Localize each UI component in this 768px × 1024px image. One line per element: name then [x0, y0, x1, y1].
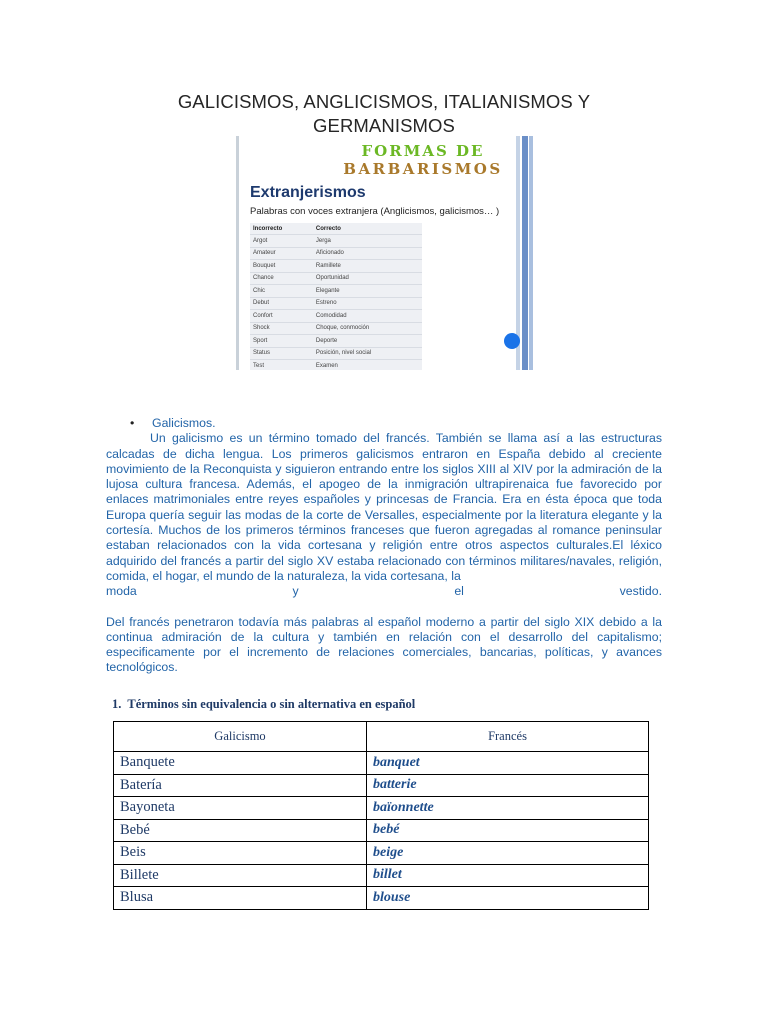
slide-cell-incorrect: Status: [250, 347, 313, 360]
bullet-label: Galicismos.: [152, 416, 216, 430]
slide-right-stripe: [529, 136, 533, 370]
justified-word: vestido.: [619, 584, 662, 599]
slide-cell-incorrect: Test: [250, 360, 313, 371]
justified-word: el: [454, 584, 464, 599]
body-text: [106, 416, 662, 676]
slide-cell-correct: Oportunidad: [313, 272, 422, 285]
table-row: [114, 752, 649, 775]
slide-cell-incorrect: Shock: [250, 322, 313, 335]
slide-cell-incorrect: Argot: [250, 235, 313, 248]
column-header-frances: Francés: [367, 722, 649, 752]
slide-cell-incorrect: Amateur: [250, 247, 313, 260]
cell-galicismo: Billete: [114, 864, 367, 887]
cell-galicismo: Banquete: [114, 752, 367, 775]
table-row: [114, 842, 649, 865]
bullet-item: [106, 416, 662, 431]
section-heading: [112, 697, 415, 712]
table-row: [114, 774, 649, 797]
cell-frances: batterie: [367, 774, 649, 797]
slide-banner-line-2: BARBARISMOS: [343, 160, 503, 178]
table-row: [114, 864, 649, 887]
slide-circle-decoration: [504, 333, 520, 349]
galicismos-table: [113, 721, 649, 910]
cell-galicismo: Batería: [114, 774, 367, 797]
slide-table-row: [250, 335, 422, 348]
justified-word: y: [292, 584, 299, 599]
paragraph-1-last-line: [106, 584, 662, 599]
section-heading-text: Términos sin equivalencia o sin alternativa en español: [127, 697, 416, 711]
title-line-1: GALICISMOS, ANGLICISMOS, ITALIANISMOS Y: [177, 91, 591, 112]
slide-cell-correct: Comodidad: [313, 310, 422, 323]
slide-table-row: [250, 322, 422, 335]
paragraph-1: Un galicismo es un término tomado del francés. También se llama así a las estructuras calcadas de dicha lengua. Los primeros galicismos entraron en España debido al creciente movimiento de la Reconquista y siguieron entrando entre los siglos XIII al XIV por la admiración de la lujosa cultura francesa. Además, el apogeo de la inmigración ultrapirenaica fue favorecido por enlaces matrimoniales entre reyes españoles y princesas de Francia. Era en ésta época que toda Europa quería seguir las modas de la corte de Versalles, especialmente por la literatura elegante y la cortesía. Muchos de los primeros términos franceses que fueron agregadas al romance peninsular estaban relacionados con la vida cortesana y religión entre otros aspectos culturales.El léxico adquirido del francés a partir del siglo XV estaba relacionado con términos militares/navales, religión, comida, el hogar, el mundo de la naturaleza, la vida cortesana, la: [106, 431, 662, 583]
slide-cell-incorrect: Chance: [250, 272, 313, 285]
slide-cell-correct: Examen: [313, 360, 422, 371]
slide-cell-incorrect: Confort: [250, 310, 313, 323]
slide-heading: Extranjerismos: [250, 184, 366, 201]
slide-cell-correct: Posición, nivel social: [313, 347, 422, 360]
slide-cell-correct: Choque, conmoción: [313, 322, 422, 335]
slide-cell-correct: Elegante: [313, 285, 422, 298]
slide-cell-correct: Estreno: [313, 297, 422, 310]
cell-galicismo: Beis: [114, 842, 367, 865]
slide-table-row: [250, 247, 422, 260]
cell-frances: banquet: [367, 752, 649, 775]
slide-cell-incorrect: Debut: [250, 297, 313, 310]
cell-frances: blouse: [367, 887, 649, 910]
table-row: [114, 797, 649, 820]
slide-cell-incorrect: Sport: [250, 335, 313, 348]
title-line-2: GERMANISMOS: [313, 115, 455, 136]
slide-table: [250, 223, 422, 370]
section-number: 1.: [112, 697, 122, 711]
embedded-slide-image: [236, 136, 536, 370]
cell-galicismo: Bayoneta: [114, 797, 367, 820]
slide-table-row: [250, 360, 422, 371]
cell-frances: billet: [367, 864, 649, 887]
slide-left-border: [236, 136, 239, 370]
slide-cell-correct: Aficionado: [313, 247, 422, 260]
table-row: [114, 819, 649, 842]
slide-right-stripe: [522, 136, 528, 370]
paragraph-2: Del francés penetraron todavía más palabras al español moderno a partir del siglo XIX debido a la continua admiración de la cultura y también en relación con el desarrollo del capitalismo; especificamente por el incremento de relaciones comerciales, bancarias, políticas, y avances tecnológicos.: [106, 614, 662, 675]
slide-cell-correct: Jerga: [313, 235, 422, 248]
table-row: [114, 887, 649, 910]
slide-subtitle: Palabras con voces extranjera (Anglicismos, galicismos… ): [250, 206, 500, 217]
slide-table-row: [250, 310, 422, 323]
column-header-galicismo: Galicismo: [114, 722, 367, 752]
slide-cell-incorrect: Bouquet: [250, 260, 313, 273]
slide-table-header: Correcto: [315, 225, 341, 232]
justified-word: moda: [106, 584, 137, 599]
document-title: [120, 90, 648, 138]
slide-table-row: [250, 285, 422, 298]
slide-table-row: [250, 272, 422, 285]
slide-table-row: [250, 347, 422, 360]
slide-cell-incorrect: Chic: [250, 285, 313, 298]
slide-table-row: [250, 235, 422, 248]
slide-table-header: Incorrecto: [253, 225, 283, 232]
cell-frances: beige: [367, 842, 649, 865]
cell-galicismo: Blusa: [114, 887, 367, 910]
slide-banner: [332, 142, 514, 178]
cell-galicismo: Bebé: [114, 819, 367, 842]
slide-table-row: [250, 260, 422, 273]
bullet-icon: •: [130, 416, 135, 430]
cell-frances: bebé: [367, 819, 649, 842]
cell-frances: baïonnette: [367, 797, 649, 820]
slide-cell-correct: Ramillete: [313, 260, 422, 273]
slide-banner-line-1: FORMAS DE: [361, 142, 485, 160]
slide-table-row: [250, 297, 422, 310]
slide-cell-correct: Deporte: [313, 335, 422, 348]
